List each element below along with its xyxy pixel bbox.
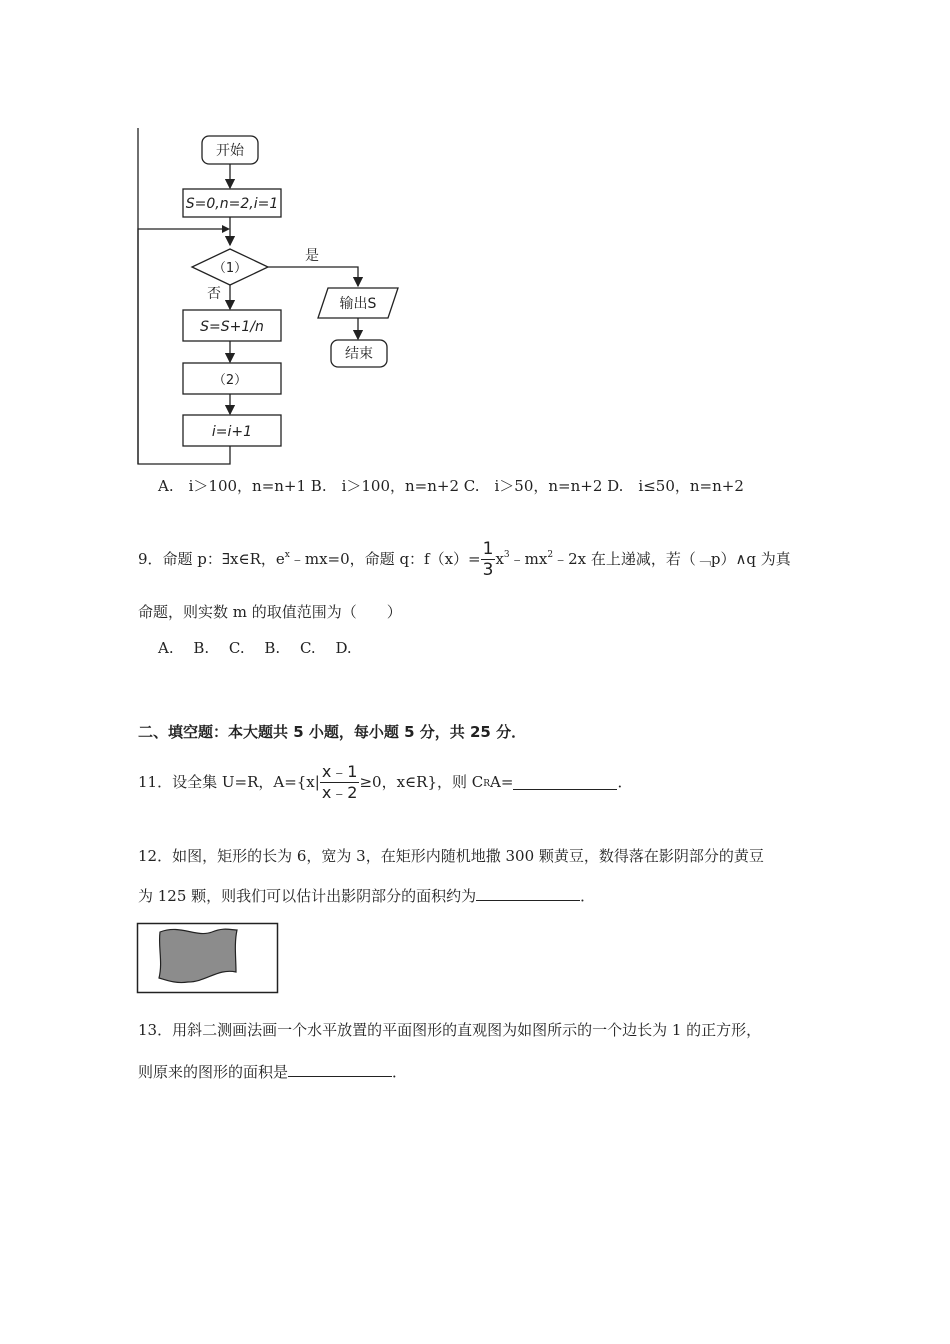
q9-part1: 9．命题 p：∃x∈R，e [138,550,285,568]
q13-line1: 13．用斜二测画法画一个水平放置的平面图形的直观图为如图所示的一个边长为 1 的正方形， [138,1021,762,1039]
update-i-label: i=i+1 [211,424,253,440]
q11-end: ． [617,773,633,791]
section2-heading: 二、填空题：本大题共 5 小题，每小题 5 分，共 25 分． [138,723,527,741]
q13-line2 [138,1062,407,1082]
q9-sup-x: x [284,550,290,560]
q9-line2: 命题，则实数 m 的取值范围为（ ） [138,603,402,621]
q13-line2-text: 则原来的图形的面积是 [138,1063,289,1081]
q11-sub-r: R [483,779,491,789]
start-label: 开始 [216,143,244,159]
q9-part4: ﹣mx [509,550,548,568]
q9-frac-den: 3 [482,559,494,580]
q11-suffix: A= [490,773,514,791]
q9-part5: ﹣2x 在上递减，若（﹁p）∧q 为真 [553,550,791,568]
step2-label: （2） [212,373,248,388]
q12-rectangle-figure [136,922,280,996]
init-label: S=0,n=2,i=1 [185,196,279,212]
q11-mid: ≥0，x∈R}，则 C [359,773,484,791]
q11-frac-den: x﹣2 [321,782,358,802]
q12-shaded-region [159,929,237,982]
q13-end: ． [392,1063,408,1081]
end-label: 结束 [345,346,373,362]
q9-sup-3: 3 [503,550,510,560]
q12-line1: 12．如图，矩形的长为 6，宽为 3，在矩形内随机地撒 300 颗黄豆，数得落在影阴部分的黄豆 [138,847,764,865]
q9-part3: x [495,550,504,568]
flowchart [130,128,420,473]
q9-line1 [138,537,791,581]
q11-fraction [320,762,360,803]
q9-frac-num: 1 [482,538,494,559]
q8-options: A. i＞100，n=n+1 B. i＞100，n=n+2 C. i＞50，n=n+2 D. i≤50，n=n+2 [158,477,744,495]
output-label: 输出S [339,296,377,312]
q13-answer-blank[interactable] [288,1062,392,1077]
q11-answer-blank[interactable] [513,775,617,790]
q9-fraction [481,539,496,580]
q12-line2 [138,886,595,906]
q12-answer-blank[interactable] [476,886,580,901]
q12-end: ． [580,887,596,905]
q11-frac-num: x﹣1 [321,761,358,781]
q11-prefix: 11．设全集 U=R，A={x| [138,773,320,791]
condition-label: （1） [212,261,248,276]
q12-line2-text: 为 125 颗，则我们可以估计出影阴部分的面积约为 [138,887,477,905]
q9-part2: ﹣mx=0，命题 q：f（x）= [289,550,481,568]
q11-line [138,758,632,806]
q9-sup-2: 2 [547,550,554,560]
q9-options: A. B. C. B. C. D. [158,639,352,657]
no-label: 否 [207,286,221,302]
update-s-label: S=S+1/n [200,319,264,335]
yes-label: 是 [305,248,319,264]
